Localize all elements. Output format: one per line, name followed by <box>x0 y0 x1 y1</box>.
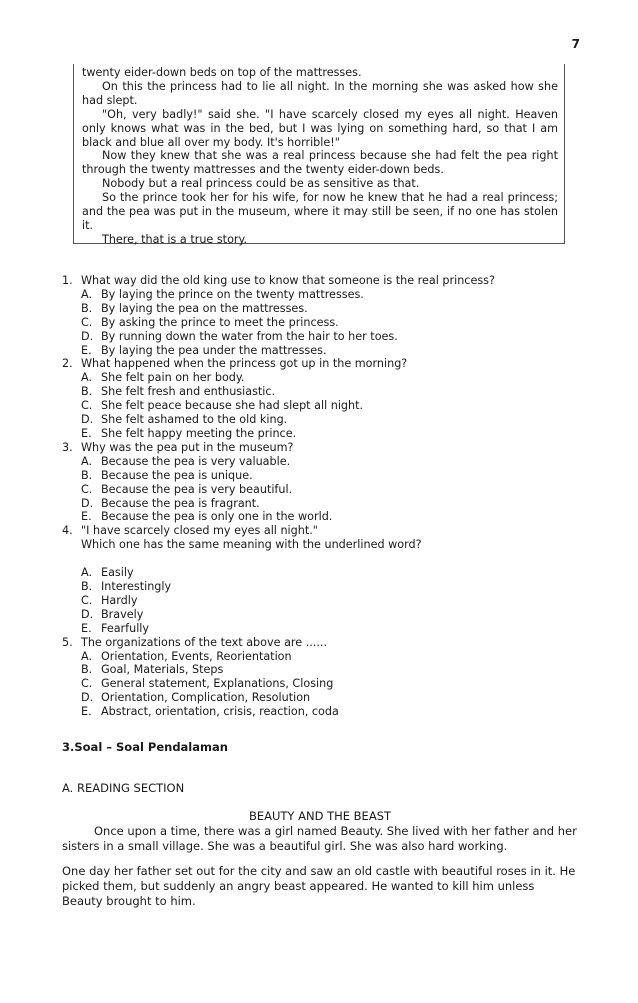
option-letter: C. <box>81 315 93 329</box>
option-letter: B. <box>81 385 93 399</box>
option-text: Orientation, Events, Reorientation <box>101 649 292 663</box>
option-text: Because the pea is unique. <box>101 468 253 482</box>
answer-option <box>81 510 562 524</box>
answer-option <box>81 413 562 427</box>
answer-option <box>81 469 562 483</box>
story-paragraph: "Oh, very badly!" said she. "I have scarcely closed my eyes all night. Heaven only knows what was in the bed, but I was lying on something hard, so that I am black and blue all over my body. It's horrible!" <box>82 107 558 149</box>
option-text: Fearfully <box>101 621 150 635</box>
question-5 <box>62 636 562 719</box>
passage-paragraph: Once upon a time, there was a girl named Beauty. She lived with her father and her sisters in a small village. She was a beautiful girl. She was also hard working. <box>62 824 577 853</box>
question-number: 1. <box>62 274 73 287</box>
story-paragraph: twenty eider-down beds on top of the mattresses. <box>82 66 362 79</box>
option-text: She felt peace because she had slept all night. <box>101 399 364 413</box>
option-letter: A. <box>81 649 93 663</box>
option-text: Because the pea is only one in the world. <box>101 510 333 524</box>
option-text: General statement, Explanations, Closing <box>101 677 334 691</box>
answer-option <box>81 344 562 358</box>
option-letter: C. <box>81 593 93 607</box>
answer-option <box>81 580 562 594</box>
option-letter: E. <box>81 705 92 719</box>
option-text: She felt happy meeting the prince. <box>101 426 297 440</box>
story-paragraph: So the prince took her for his wife, for now he knew that he had a real princess; and the pea was put in the museum, where it may still be seen, if no one has stolen it. <box>82 191 558 232</box>
question-number: 3. <box>62 440 73 454</box>
story-paragraph: Nobody but a real princess could be as sensitive as that. <box>102 177 420 191</box>
answer-option <box>81 497 562 511</box>
answer-option <box>81 316 562 330</box>
option-letter: B. <box>81 468 93 482</box>
option-text: Hardly <box>101 593 138 607</box>
option-text: By laying the prince on the twenty mattresses. <box>101 287 364 301</box>
question-number: 2. <box>62 357 73 371</box>
option-letter: C. <box>81 399 93 413</box>
answer-option <box>81 608 562 622</box>
answer-option <box>81 691 562 705</box>
question-list <box>62 274 562 719</box>
answer-option <box>81 650 562 664</box>
option-letter: A. <box>81 287 93 301</box>
option-letter: D. <box>81 413 94 427</box>
option-text: Because the pea is very valuable. <box>101 454 291 468</box>
option-letter: D. <box>81 329 94 343</box>
option-text: Abstract, orientation, crisis, reaction, coda <box>101 705 339 719</box>
option-letter: B. <box>81 663 93 677</box>
reading-passage <box>62 809 578 909</box>
option-text: Because the pea is very beautiful. <box>101 482 293 496</box>
answer-option <box>81 663 562 677</box>
question-text: "I have scarcely closed my eyes all night." <box>81 524 318 538</box>
question-number: 4. <box>62 524 73 538</box>
story-paragraph: On this the princess had to lie all night. In the morning she was asked how she had slept. <box>82 79 558 107</box>
passage-paragraph: One day her father set out for the city and saw an old castle with beautiful roses in it. He picked them, but suddenly an angry beast appeared. He wanted to kill him unless Beauty brought to him. <box>62 864 576 908</box>
option-letter: B. <box>81 301 93 315</box>
page-number: 7 <box>571 37 580 51</box>
answer-option <box>81 427 562 441</box>
option-text: She felt fresh and enthusiastic. <box>101 385 276 399</box>
question-3 <box>62 441 562 524</box>
option-text: Because the pea is fragrant. <box>101 496 260 510</box>
option-text: She felt pain on her body. <box>101 371 245 385</box>
story-excerpt-box <box>73 64 565 244</box>
answer-option <box>81 455 562 469</box>
option-letter: E. <box>81 510 92 524</box>
section-heading: 3.Soal – Soal Pendalaman <box>62 740 228 754</box>
option-text: By running down the water from the hair to her toes. <box>101 329 398 343</box>
option-text: By asking the prince to meet the princess. <box>101 315 339 329</box>
answer-option <box>81 566 562 580</box>
answer-option <box>81 594 562 608</box>
option-text: Orientation, Complication, Resolution <box>101 691 311 705</box>
story-paragraph: There, that is a true story. <box>102 232 248 246</box>
option-text: Goal, Materials, Steps <box>101 663 224 677</box>
option-letter: A. <box>81 371 93 385</box>
option-text: By laying the pea on the mattresses. <box>101 301 308 315</box>
passage-title: BEAUTY AND THE BEAST <box>248 809 392 823</box>
option-text: Bravely <box>101 607 144 621</box>
option-letter: D. <box>81 691 94 705</box>
option-text: Easily <box>101 566 134 580</box>
reading-section-label: A. READING SECTION <box>62 781 185 795</box>
option-text: Interestingly <box>101 580 172 594</box>
question-text: Why was the pea put in the museum? <box>81 440 294 454</box>
answer-option <box>81 302 562 316</box>
answer-option <box>81 371 562 385</box>
answer-option <box>81 399 562 413</box>
question-text: What way did the old king use to know that someone is the real princess? <box>81 274 495 287</box>
option-letter: E. <box>81 426 92 440</box>
answer-option <box>81 677 562 691</box>
question-text: What happened when the princess got up in the morning? <box>81 357 408 371</box>
option-letter: C. <box>81 482 93 496</box>
question-text: The organizations of the text above are ...... <box>81 635 328 649</box>
answer-option <box>81 288 562 302</box>
answer-option <box>81 330 562 344</box>
answer-option <box>81 483 562 497</box>
answer-option <box>81 705 562 719</box>
option-letter: E. <box>81 621 92 635</box>
question-subtext: Which one has the same meaning with the underlined word? <box>81 538 422 552</box>
option-letter: C. <box>81 677 93 691</box>
option-letter: B. <box>81 580 93 594</box>
option-letter: D. <box>81 496 94 510</box>
answer-option <box>81 385 562 399</box>
answer-option <box>81 622 562 636</box>
question-4 <box>62 524 562 635</box>
story-paragraph: Now they knew that she was a real princess because she had felt the pea right through the twenty mattresses and the twenty eider-down beds. <box>82 149 558 177</box>
option-text: She felt ashamed to the old king. <box>101 413 288 427</box>
question-2 <box>62 357 562 440</box>
option-letter: A. <box>81 454 93 468</box>
option-letter: A. <box>81 566 93 580</box>
question-1 <box>62 274 562 357</box>
option-text: By laying the pea under the mattresses. <box>101 343 327 357</box>
option-letter: E. <box>81 343 92 357</box>
option-letter: D. <box>81 607 94 621</box>
question-number: 5. <box>62 635 73 649</box>
